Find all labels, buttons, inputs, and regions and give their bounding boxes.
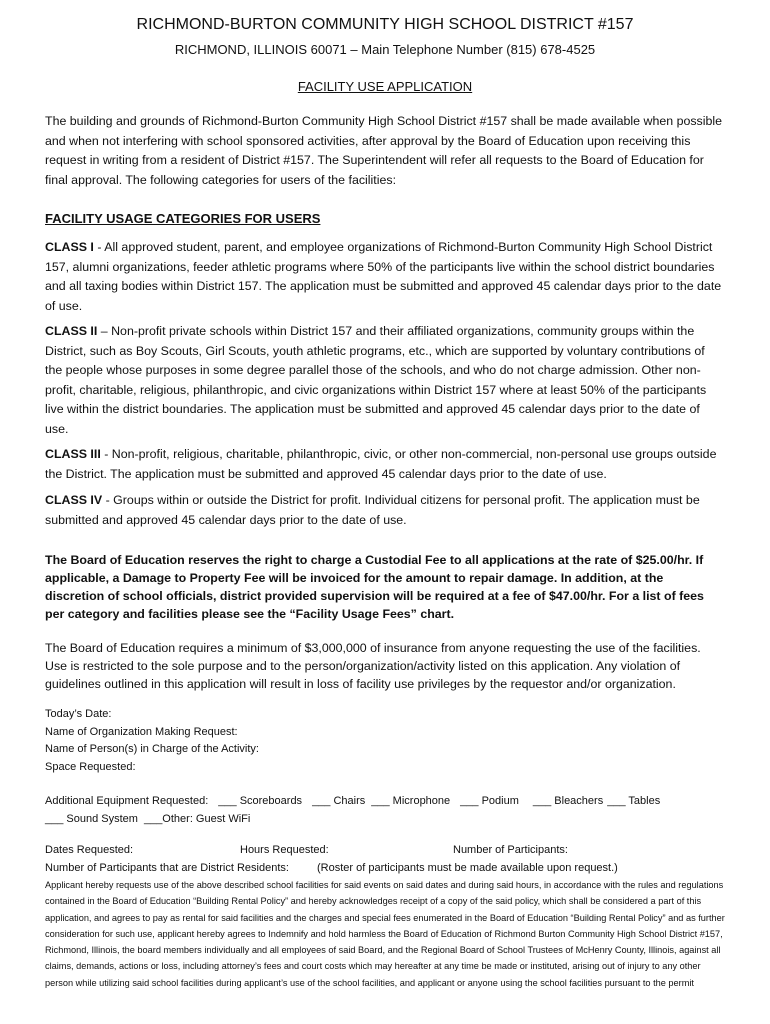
class-4-text: - Groups within or outside the District for profit. Individual citizens for personal profit. The application must be submitted and approved 45 calendar days prior to the date of use.: [45, 493, 700, 527]
hours-requested-field[interactable]: Hours Requested:: [240, 844, 329, 856]
board-fee-notice: The Board of Education reserves the right to charge a Custodial Fee to all applications at the rate of $25.00/hr. If applicable, a Damage to Property Fee will be invoiced for the amount to repair damage. In addition, at the discretion of school officials, district provided supervision will be required at a fee of $47.00/hr. For a list of fees per category and facilities please see the “Facility Usage Fees” chart.: [45, 553, 704, 621]
class-4-paragraph: [45, 491, 725, 530]
participants-field[interactable]: Number of Participants:: [453, 844, 568, 856]
dates-requested-field[interactable]: Dates Requested:: [45, 844, 134, 856]
class-2-paragraph: [45, 322, 725, 439]
form-title: FACILITY USE APPLICATION: [297, 79, 473, 94]
class-3-text: - Non-profit, religious, charitable, philanthropic, civic, or other non-commercial, non-personal use groups outside the District. The application must be submitted and approved 45 calendar days prior to the date of use.: [45, 447, 717, 481]
class-1-text: - All approved student, parent, and employee organizations of Richmond-Burton Community High School District 157, alumni organizations, feeder athletic programs where 50% of the participants live within the school district boundaries and all taxing bodies within District 157. The application must be submitted and approved 45 calendar days prior to the date of use.: [45, 240, 722, 313]
residents-field[interactable]: Number of Participants that are District Residents:: [45, 861, 289, 874]
roster-note: (Roster of participants must be made available upon request.): [317, 861, 618, 874]
todays-date-field[interactable]: Today’s Date:: [45, 708, 112, 720]
class-2-text: – Non-profit private schools within District 157 and their affiliated organizations, community groups within the District, such as Boy Scouts, Girl Scouts, youth athletic programs, etc., which are supported by voluntary contributions of the people whose purposes in some degree parallel those of the schools, and who do not charge admission. Other non-profit, charitable, religious, philanthropic, and civic organizations within District 157 where at least 50% of the participants live within the district boundaries. The application must be submitted and approved 45 calendar days prior to the date of use.: [45, 324, 707, 436]
class-1-paragraph: [45, 238, 725, 316]
equipment-section: [45, 793, 735, 828]
indemnification-agreement: Applicant hereby requests use of the above described school facilities for said events on said dates and during said hours, in accordance with the rules and regulations contained in the Board of Education “Building Rental Policy” and hereby acknowledges receipt of a copy of the said policy, which shall be considered a part of this application, and agrees to pay as rental for said facilities and the charges and special fees enumerated in the Board of Education “Building Rental Policy” and as further consideration for such use, applicant hereby agrees to Indemnify and hold harmless the Board of Education of Richmond Burton Community High School District #157, Richmond, Illinois, the board members individually and all employees of said Board, and the Regional Board of School Trustees of McHenry County, Illinois, against all claims, demands, actions or loss, including attorney’s fees and court costs which may hereafter at any time be made or instituted, arising out of injury to any other person while utilizing said school facilities during applicant’s use of the school facilities, and applicant or anyone using the school facilities pursuant to the permit: [45, 880, 725, 988]
equipment-chairs[interactable]: ___ Chairs: [312, 795, 366, 807]
space-requested-field[interactable]: Space Requested:: [45, 760, 136, 773]
district-title: RICHMOND-BURTON COMMUNITY HIGH SCHOOL DISTRICT #157: [136, 16, 634, 33]
dates-row: [45, 842, 735, 860]
class-1-label: CLASS I: [45, 240, 94, 254]
equipment-row-1: [45, 793, 735, 811]
dates-section: [45, 842, 735, 877]
class-3-label: CLASS III: [45, 447, 101, 461]
equipment-sound-system[interactable]: ___ Sound System: [45, 812, 138, 825]
equipment-scoreboards[interactable]: ___ Scoreboards: [218, 795, 303, 807]
class-3-paragraph: [45, 445, 725, 484]
intro-paragraph: The building and grounds of Richmond-Burton Community High School District #157 shall be made available when possible and when not interfering with school sponsored activities, after approval by the Board of Education upon receiving this request in writing from a resident of District #157. The Superintendent will refer all requests to the Board of Education for final approval. The following categories for users of the facilities:: [45, 114, 723, 187]
organization-field[interactable]: Name of Organization Making Request:: [45, 725, 238, 738]
equipment-microphone[interactable]: ___ Microphone: [371, 795, 451, 807]
residents-row: [45, 860, 735, 878]
equipment-row-2: [45, 811, 735, 829]
class-4-label: CLASS IV: [45, 493, 103, 507]
request-fields: [45, 706, 259, 776]
class-2-label: CLASS II: [45, 324, 98, 338]
equipment-label: Additional Equipment Requested:: [45, 795, 209, 807]
district-address: RICHMOND, ILLINOIS 60071 – Main Telephone Number (815) 678-4525: [174, 42, 596, 57]
categories-heading: FACILITY USAGE CATEGORIES FOR USERS: [45, 211, 321, 226]
equipment-bleachers[interactable]: ___ Bleachers: [532, 795, 604, 807]
equipment-podium[interactable]: ___ Podium: [460, 795, 519, 807]
equipment-tables[interactable]: ___ Tables: [607, 795, 661, 807]
equipment-other[interactable]: ___Other: Guest WiFi: [143, 812, 251, 825]
insurance-notice: The Board of Education requires a minimum of $3,000,000 of insurance from anyone requesting the use of the facilities. Use is restricted to the sole purpose and to the person/organization/activity listed on this application. Any violation of guidelines outlined in this application will result in loss of facility use privileges by the requestor and/or organization.: [45, 641, 701, 691]
person-in-charge-field[interactable]: Name of Person(s) in Charge of the Activity:: [45, 743, 259, 755]
